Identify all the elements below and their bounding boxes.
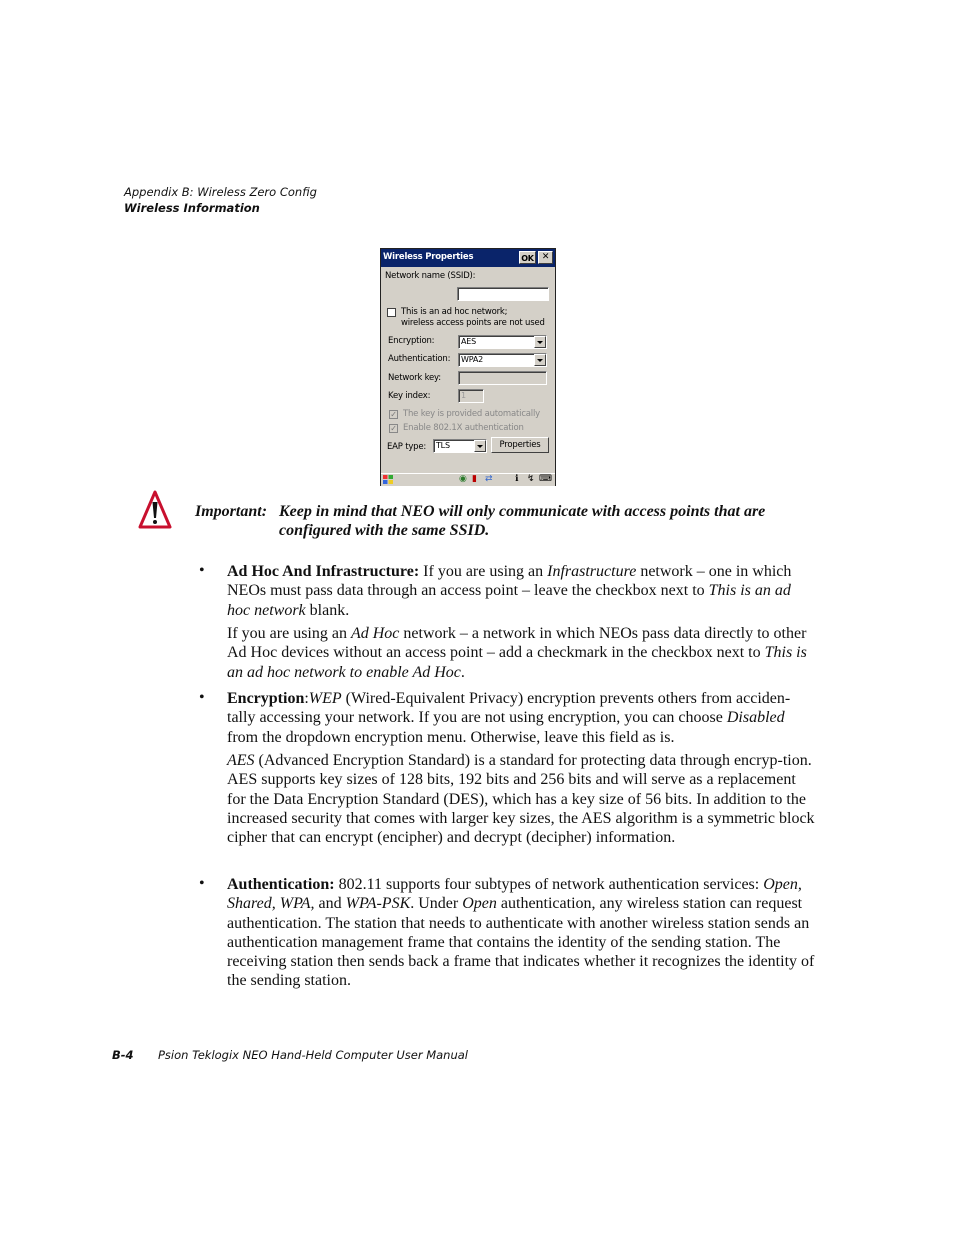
- ssid-label: Network name (SSID):: [385, 271, 476, 281]
- authentication-paragraph: [227, 875, 817, 991]
- encryption-select[interactable]: [458, 335, 547, 349]
- important-note: [279, 503, 819, 540]
- adhoc-italic-1: Infrastructure: [547, 563, 637, 580]
- key-index-input[interactable]: 1: [458, 389, 484, 403]
- adhoc-p2-text-3: .: [460, 663, 465, 681]
- authentication-term: Authentication:: [227, 876, 335, 893]
- footer-title: Psion Teklogix NEO Hand-Held Computer User Manual: [158, 1048, 468, 1062]
- running-header-section: Wireless Information: [124, 201, 260, 215]
- encryption-italic-2: Disabled: [726, 709, 785, 727]
- adhoc-label-line2: wireless access points are not used: [401, 318, 545, 328]
- encryption-label: Encryption:: [388, 336, 435, 346]
- auth-italic-3: Open: [462, 895, 497, 913]
- chevron-down-icon[interactable]: [534, 354, 546, 366]
- eap-type-label: EAP type:: [387, 442, 427, 452]
- info-icon[interactable]: ℹ: [515, 474, 519, 484]
- page-number: B-4: [112, 1048, 134, 1062]
- adhoc-p2-text-2: network – a network in which NEOs pass data directly to other Ad Hoc devices without an access point – add a checkmark in the checkbox next to: [227, 625, 807, 662]
- network-status-icon[interactable]: ◉: [459, 474, 467, 484]
- auth-italic-1: Open, Shared, WPA,: [227, 876, 802, 913]
- authentication-value: WPA2: [461, 355, 483, 364]
- aes-italic: AES: [227, 752, 255, 769]
- dialog-title: Wireless Properties: [383, 252, 474, 262]
- adhoc-text-3: blank.: [305, 601, 350, 619]
- chevron-down-icon[interactable]: [534, 336, 546, 348]
- ok-button[interactable]: OK: [519, 251, 536, 264]
- eap-type-value: TLS: [436, 441, 450, 450]
- encryption-term: Encryption: [227, 690, 305, 707]
- important-line1: Keep in mind that NEO will only communicate with access points that are: [279, 503, 766, 520]
- adhoc-paragraph-2: [227, 624, 817, 682]
- adhoc-p2-text-1: If you are using an: [227, 625, 351, 642]
- encryption-text-2: from the dropdown encryption menu. Otherwise, leave this field as is.: [227, 728, 675, 746]
- encryption-paragraph: [227, 689, 817, 747]
- important-line2: configured with the same SSID.: [279, 521, 490, 539]
- connection-icon[interactable]: ⇄: [485, 474, 493, 484]
- authentication-label: Authentication:: [388, 354, 451, 364]
- adhoc-p2-italic-1: Ad Hoc: [350, 625, 400, 642]
- bullet-encryption: •: [199, 689, 205, 706]
- warning-icon: [138, 490, 172, 530]
- ssid-input[interactable]: [457, 287, 549, 301]
- encryption-colon: :: [304, 690, 309, 707]
- aes-paragraph: [227, 751, 817, 847]
- adhoc-text-2: network – one in which NEOs must pass data through an access point – leave the checkbox next to: [227, 563, 792, 600]
- key-index-label: Key index:: [388, 391, 431, 401]
- taskbar: [381, 473, 555, 486]
- adhoc-italic-2: This is an ad hoc network: [227, 582, 791, 619]
- network-key-input[interactable]: [458, 371, 547, 385]
- encryption-value: AES: [461, 337, 477, 346]
- adhoc-checkbox[interactable]: [387, 308, 396, 317]
- aes-text: (Advanced Encryption Standard) is a standard for protecting data through encryp-tion. AES supports key sizes of 128 bits, 192 bits and 256 bits and will serve as a replacement for the Data Encryption Standard (DES), which has a key size of 56 bits. In addition to the increased security that comes with larger key sizes, the AES algorithm is a symmetric block cipher that can encrypt (encipher) and decrypt (decipher) information.: [227, 752, 815, 847]
- dialog-titlebar: [381, 249, 555, 267]
- network-key-label: Network key:: [388, 373, 441, 383]
- adhoc-text-1: If you are using an: [419, 563, 548, 580]
- adhoc-p2-italic-2: This is an ad hoc network to enable Ad Hoc: [227, 644, 807, 681]
- keyboard-icon[interactable]: ⌨: [539, 474, 552, 484]
- chevron-down-icon[interactable]: [474, 440, 486, 452]
- windows-start-icon[interactable]: [383, 475, 393, 484]
- key-auto-label: The key is provided automatically: [403, 409, 540, 419]
- enable-8021x-checkbox[interactable]: ✓: [390, 424, 397, 433]
- auth-italic-2: WPA-PSK: [345, 895, 411, 913]
- battery-icon[interactable]: ▮: [472, 474, 477, 484]
- authentication-select[interactable]: [458, 353, 547, 367]
- auth-text-4: authentication, any wireless station can request authentication. The station that needs to authenticate with another wireless station sends an authentication management frame that contains the identity of the sending station. The receiving station then sends back a frame that indicates whether it recognizes the identity of the sending station.: [227, 895, 815, 990]
- properties-button[interactable]: Properties: [491, 437, 549, 453]
- close-button[interactable]: ✕: [538, 251, 553, 264]
- eap-type-select[interactable]: [433, 439, 487, 453]
- bullet-adhoc: •: [199, 562, 205, 579]
- key-auto-checkbox[interactable]: ✓: [390, 410, 397, 419]
- wireless-properties-screenshot: [380, 248, 556, 486]
- adhoc-label-line1: This is an ad hoc network;: [401, 307, 508, 317]
- encryption-italic-1: WEP: [308, 690, 342, 707]
- input-mode-icon[interactable]: ↯: [527, 474, 535, 484]
- adhoc-paragraph: [227, 562, 817, 620]
- encryption-text-1: (Wired-Equivalent Privacy) encryption prevents others from acciden-tally accessing your network. If you are not using encryption, you can choose: [227, 690, 791, 727]
- auth-text-1: 802.11 supports four subtypes of network authentication services:: [334, 876, 764, 893]
- important-label: Important:: [195, 503, 268, 520]
- auth-text-3: . Under: [410, 895, 463, 913]
- auth-text-2: and: [314, 895, 346, 913]
- adhoc-term: Ad Hoc And Infrastructure:: [227, 563, 420, 580]
- enable-8021x-label: Enable 802.1X authentication: [403, 423, 524, 433]
- running-header-chapter: Appendix B: Wireless Zero Config: [124, 185, 317, 199]
- bullet-authentication: •: [199, 875, 205, 892]
